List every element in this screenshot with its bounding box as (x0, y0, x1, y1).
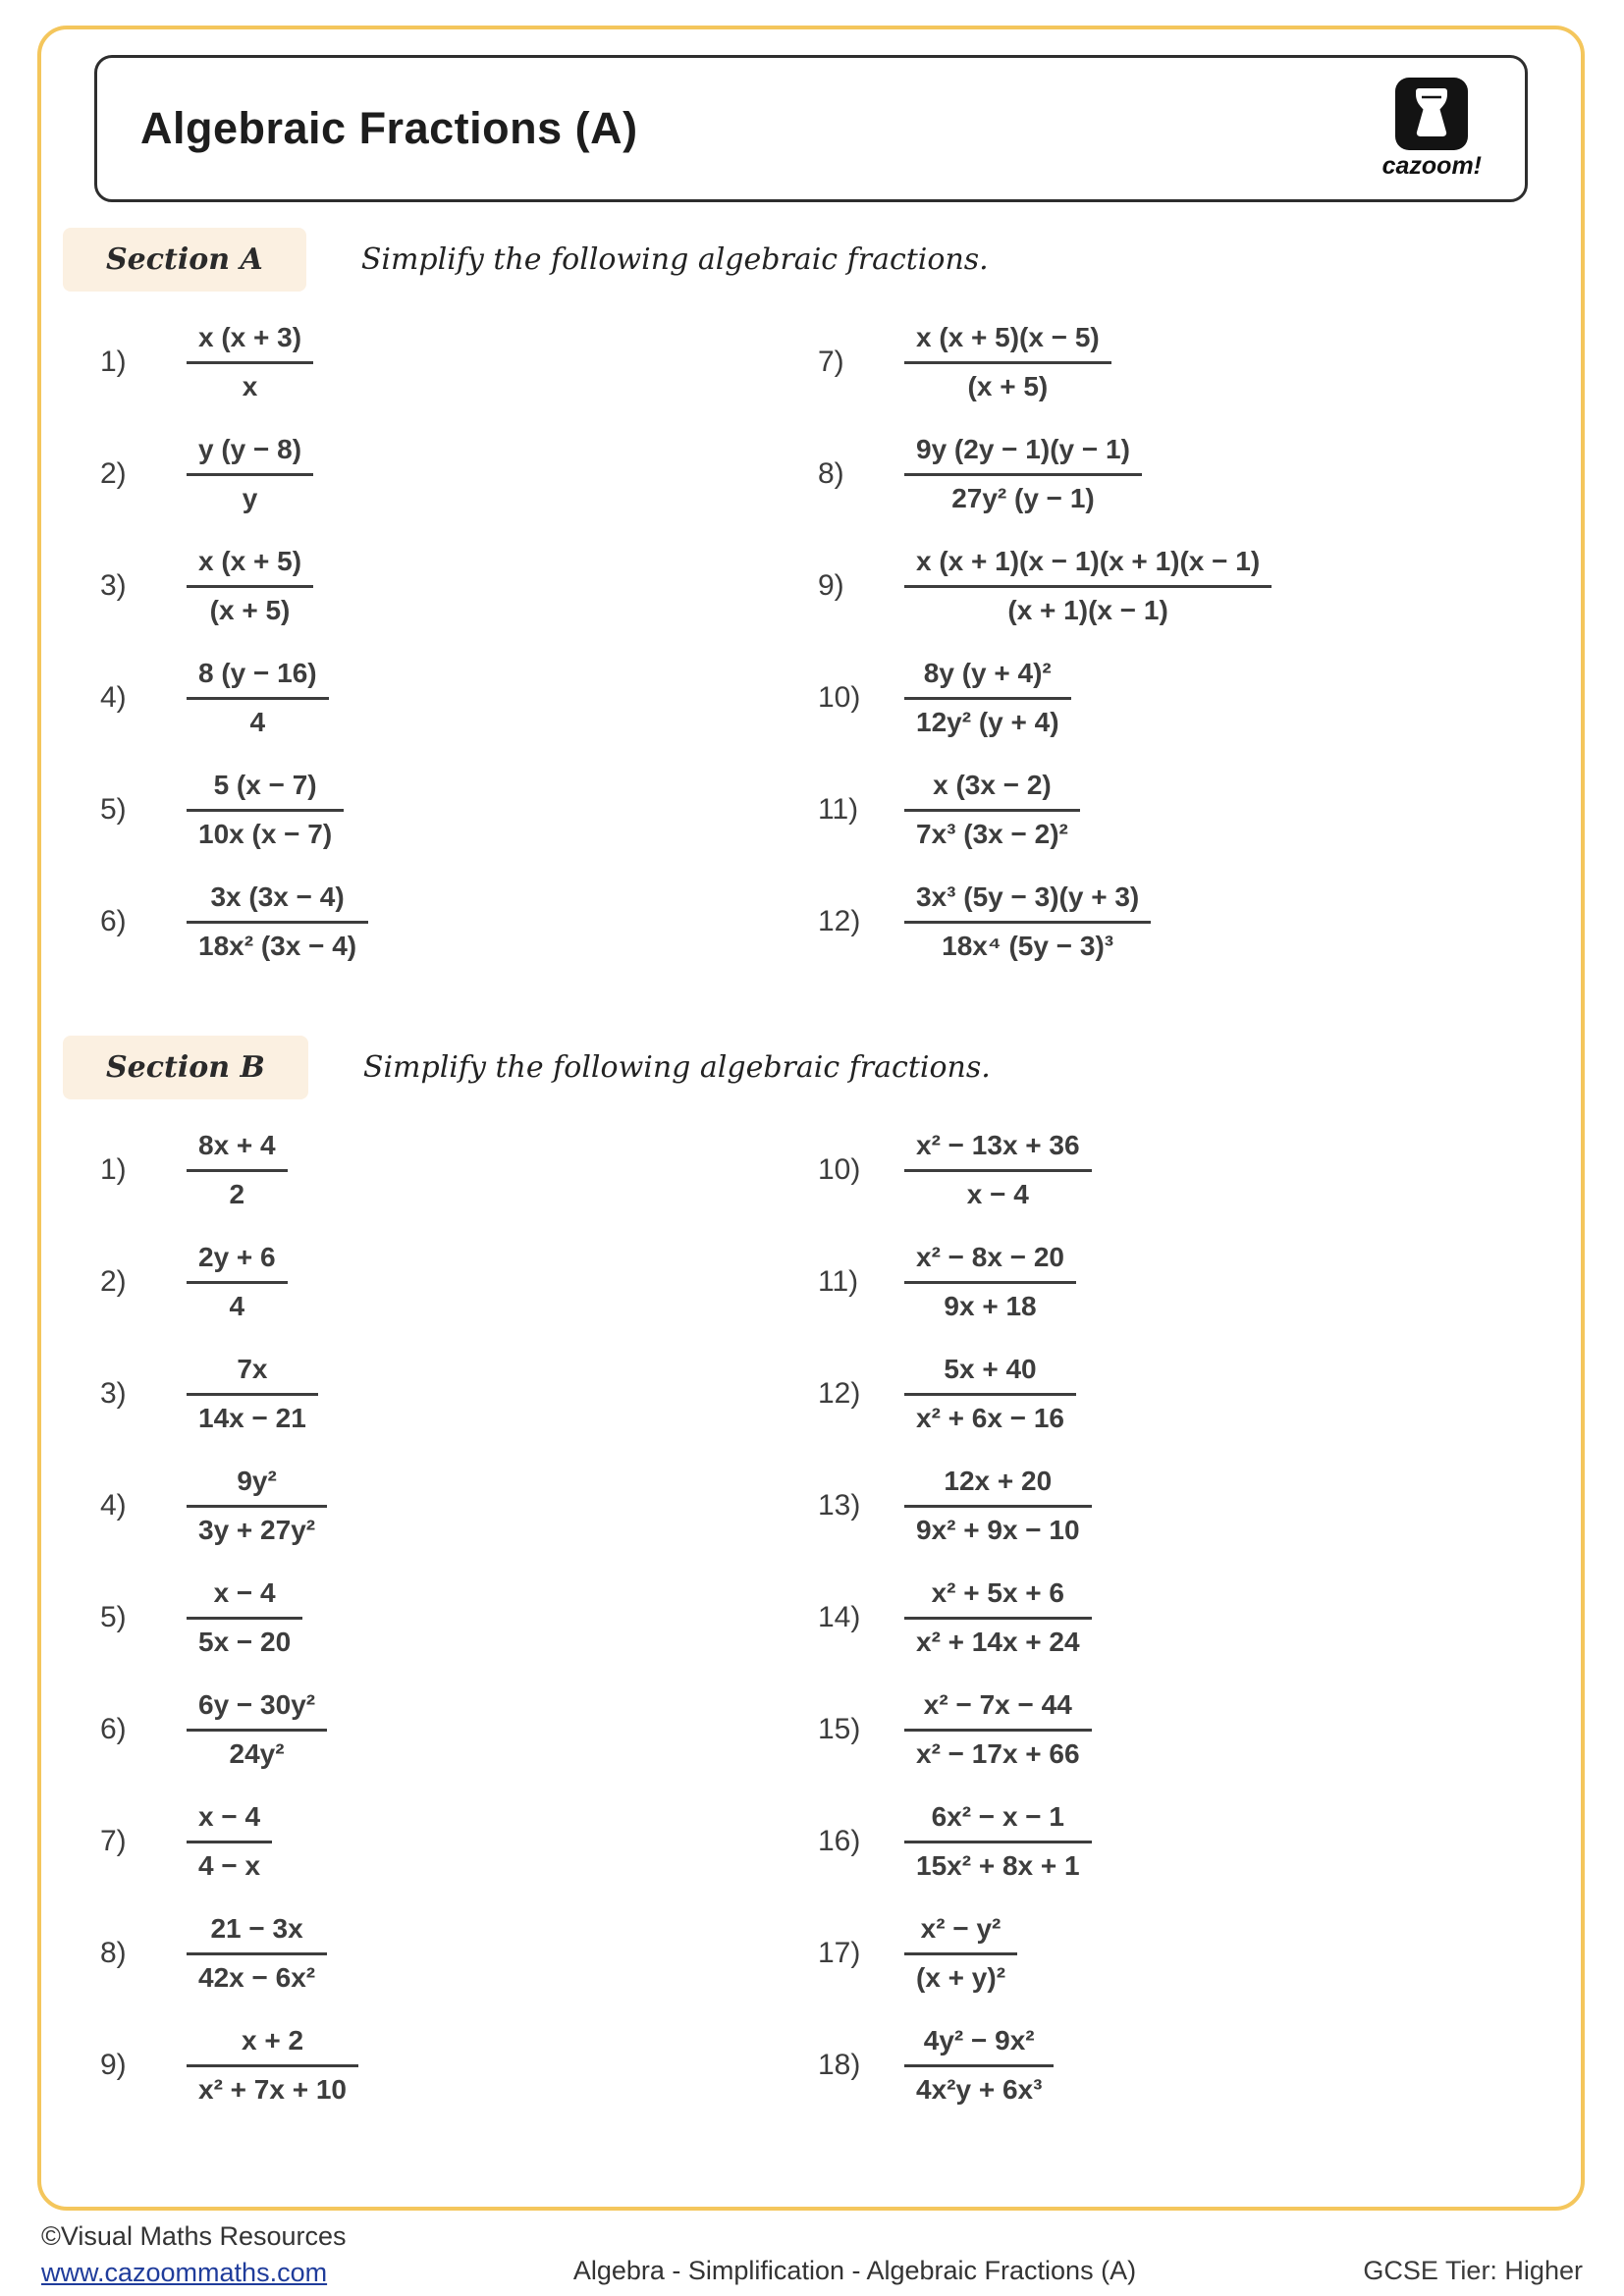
problem-number: 12) (818, 1377, 861, 1410)
fraction (904, 1466, 1092, 1545)
fraction (904, 434, 1142, 513)
problem-number: 7) (100, 1825, 127, 1857)
fraction (904, 1354, 1076, 1433)
problem-number: 2) (100, 457, 127, 490)
denominator: 7x³ (3x − 2)² (916, 818, 1068, 849)
section-b-instruction: Simplify the following algebraic fractions. (362, 1050, 991, 1085)
numerator: x + 2 (187, 2025, 358, 2066)
denominator: 4 − x (198, 1849, 261, 1881)
denominator: 12y² (y + 4) (916, 706, 1059, 737)
problem-number: 4) (100, 1489, 127, 1522)
drum-icon (1395, 78, 1468, 150)
problem-number: 8) (100, 1937, 127, 1969)
numerator: 21 − 3x (187, 1913, 327, 1954)
problem-number: 7) (818, 346, 844, 378)
problem-number: 13) (818, 1489, 861, 1522)
numerator: 4y² − 9x² (904, 2025, 1054, 2066)
problem-row (100, 433, 818, 515)
fraction (187, 1689, 327, 1769)
numerator: 2y + 6 (187, 1242, 288, 1283)
fraction (187, 434, 313, 513)
problem-row (818, 657, 1536, 739)
footer-center-text: Algebra - Simplification - Algebraic Fractions (A) (572, 2256, 1137, 2285)
problem-number: 8) (818, 457, 844, 490)
fraction (187, 1577, 302, 1657)
fraction (187, 2025, 358, 2105)
denominator: 27y² (y − 1) (951, 482, 1095, 513)
problem-row (100, 1465, 818, 1547)
problem-row (100, 769, 818, 851)
problem-number: 1) (100, 1153, 127, 1186)
problem-number: 11) (818, 793, 859, 826)
numerator: 7x (187, 1354, 318, 1395)
fraction (904, 1130, 1092, 1209)
numerator: y (y − 8) (187, 434, 313, 475)
numerator: x² − 8x − 20 (904, 1242, 1076, 1283)
problem-number: 11) (818, 1265, 859, 1298)
denominator: 9x² + 9x − 10 (916, 1514, 1080, 1545)
denominator: 15x² + 8x + 1 (916, 1849, 1080, 1881)
denominator: 4 (249, 706, 266, 737)
numerator: 8x + 4 (187, 1130, 288, 1171)
denominator: 4x²y + 6x³ (916, 2073, 1043, 2105)
section-b-right-column (818, 1129, 1536, 2136)
numerator: 3x³ (5y − 3)(y + 3) (904, 881, 1151, 923)
problem-row (818, 1353, 1536, 1435)
problem-row (100, 1912, 818, 1995)
numerator: x (x + 3) (187, 322, 313, 363)
problem-row (100, 1688, 818, 1771)
problem-row (818, 1800, 1536, 1883)
problem-row (100, 1353, 818, 1435)
problem-row (100, 657, 818, 739)
fraction (904, 1913, 1017, 1993)
fraction (904, 1577, 1092, 1657)
page-footer (41, 2221, 1583, 2288)
denominator: 3y + 27y² (198, 1514, 316, 1545)
problem-row (818, 321, 1536, 403)
problem-number: 6) (100, 1713, 127, 1745)
problem-number: 3) (100, 1377, 127, 1410)
fraction (904, 1801, 1092, 1881)
fraction (904, 2025, 1054, 2105)
problem-row (818, 433, 1536, 515)
section-b-problems (41, 1129, 1581, 2136)
problem-row (818, 2024, 1536, 2107)
problem-number: 18) (818, 2049, 861, 2081)
numerator: 5 (x − 7) (187, 770, 344, 811)
problem-row (818, 1241, 1536, 1323)
fraction (187, 770, 344, 849)
denominator: (x + y)² (916, 1961, 1006, 1993)
denominator: x − 4 (966, 1178, 1029, 1209)
numerator: x (x + 1)(x − 1)(x + 1)(x − 1) (904, 546, 1272, 587)
fraction (187, 1801, 272, 1881)
denominator: (x + 5) (209, 594, 291, 625)
numerator: x (3x − 2) (904, 770, 1080, 811)
numerator: 8 (y − 16) (187, 658, 329, 699)
fraction (187, 1913, 327, 1993)
problem-row (100, 321, 818, 403)
problem-row (100, 545, 818, 627)
problem-row (818, 881, 1536, 963)
numerator: 9y (2y − 1)(y − 1) (904, 434, 1142, 475)
problem-number: 1) (100, 346, 127, 378)
fraction (904, 322, 1111, 401)
problem-row (818, 1688, 1536, 1771)
problem-row (818, 1912, 1536, 1995)
numerator: x² − 13x + 36 (904, 1130, 1092, 1171)
footer-website-link[interactable]: www.cazoommaths.com (41, 2258, 328, 2287)
numerator: 6x² − x − 1 (904, 1801, 1092, 1842)
numerator: x² − 7x − 44 (904, 1689, 1092, 1731)
page-title: Algebraic Fractions (A) (140, 103, 638, 153)
fraction (904, 881, 1151, 961)
problem-number: 14) (818, 1601, 861, 1633)
problem-number: 5) (100, 1601, 127, 1633)
section-a-right-column (818, 321, 1536, 992)
denominator: (x + 5) (967, 370, 1049, 401)
numerator: x² − y² (904, 1913, 1017, 1954)
section-a-header (41, 228, 1581, 292)
problem-number: 9) (818, 569, 844, 602)
footer-copyright: ©Visual Maths Resources (41, 2221, 347, 2251)
numerator: 9y² (187, 1466, 327, 1507)
problem-number: 9) (100, 2049, 127, 2081)
numerator: x − 4 (187, 1577, 302, 1619)
section-a-instruction: Simplify the following algebraic fractions. (360, 242, 989, 277)
problem-row (100, 1800, 818, 1883)
denominator: 2 (229, 1178, 245, 1209)
section-a-left-column (100, 321, 818, 992)
denominator: y (242, 482, 258, 513)
problem-row (100, 1576, 818, 1659)
problem-number: 4) (100, 681, 127, 714)
problem-row (100, 1129, 818, 1211)
numerator: x (x + 5)(x − 5) (904, 322, 1111, 363)
fraction (904, 658, 1071, 737)
fraction (187, 658, 329, 737)
section-b-left-column (100, 1129, 818, 2136)
fraction (187, 1354, 318, 1433)
denominator: x (242, 370, 258, 401)
denominator: x² + 6x − 16 (916, 1402, 1065, 1433)
problem-row (818, 1129, 1536, 1211)
problem-number: 3) (100, 569, 127, 602)
problem-row (100, 1241, 818, 1323)
fraction (187, 322, 313, 401)
denominator: 10x (x − 7) (198, 818, 333, 849)
fraction (187, 1130, 288, 1209)
denominator: 14x − 21 (198, 1402, 306, 1433)
numerator: x² + 5x + 6 (904, 1577, 1092, 1619)
fraction (187, 546, 313, 625)
fraction (904, 1689, 1092, 1769)
footer-left (41, 2221, 347, 2288)
worksheet-header (94, 55, 1528, 202)
problem-number: 5) (100, 793, 127, 826)
fraction (904, 1242, 1076, 1321)
denominator: (x + 1)(x − 1) (1007, 594, 1168, 625)
numerator: 12x + 20 (904, 1466, 1092, 1507)
problem-number: 2) (100, 1265, 127, 1298)
denominator: 5x − 20 (198, 1626, 292, 1657)
problem-number: 17) (818, 1937, 861, 1969)
problem-number: 10) (818, 1153, 861, 1186)
fraction (187, 1242, 288, 1321)
section-a-problems (41, 321, 1581, 992)
numerator: 5x + 40 (904, 1354, 1076, 1395)
problem-number: 15) (818, 1713, 861, 1745)
problem-row (818, 1576, 1536, 1659)
numerator: x (x + 5) (187, 546, 313, 587)
numerator: 3x (3x − 4) (187, 881, 368, 923)
problem-number: 10) (818, 681, 861, 714)
denominator: x² + 14x + 24 (916, 1626, 1080, 1657)
cazoom-logo (1382, 78, 1482, 181)
numerator: 8y (y + 4)² (904, 658, 1071, 699)
problem-row (100, 881, 818, 963)
problem-row (818, 545, 1536, 627)
denominator: 4 (229, 1290, 245, 1321)
section-b-header (41, 1036, 1581, 1099)
numerator: x − 4 (187, 1801, 272, 1842)
problem-row (818, 769, 1536, 851)
section-a-label: Section A (63, 228, 306, 292)
problem-row (818, 1465, 1536, 1547)
denominator: 42x − 6x² (198, 1961, 316, 1993)
denominator: 9x + 18 (944, 1290, 1037, 1321)
fraction (187, 1466, 327, 1545)
problem-number: 12) (818, 905, 861, 937)
logo-wordmark: cazoom! (1381, 151, 1482, 180)
problem-row (100, 2024, 818, 2107)
denominator: 18x⁴ (5y − 3)³ (942, 930, 1114, 961)
section-b-label: Section B (63, 1036, 308, 1099)
denominator: 24y² (229, 1737, 285, 1769)
numerator: 6y − 30y² (187, 1689, 327, 1731)
page-border-frame (37, 26, 1585, 2211)
denominator: x² + 7x + 10 (198, 2073, 348, 2105)
denominator: 18x² (3x − 4) (198, 930, 357, 961)
fraction (904, 770, 1080, 849)
fraction (904, 546, 1272, 625)
fraction (187, 881, 368, 961)
problem-number: 6) (100, 905, 127, 937)
footer-tier-text: GCSE Tier: Higher (1363, 2256, 1583, 2285)
denominator: x² − 17x + 66 (916, 1737, 1080, 1769)
problem-number: 16) (818, 1825, 861, 1857)
